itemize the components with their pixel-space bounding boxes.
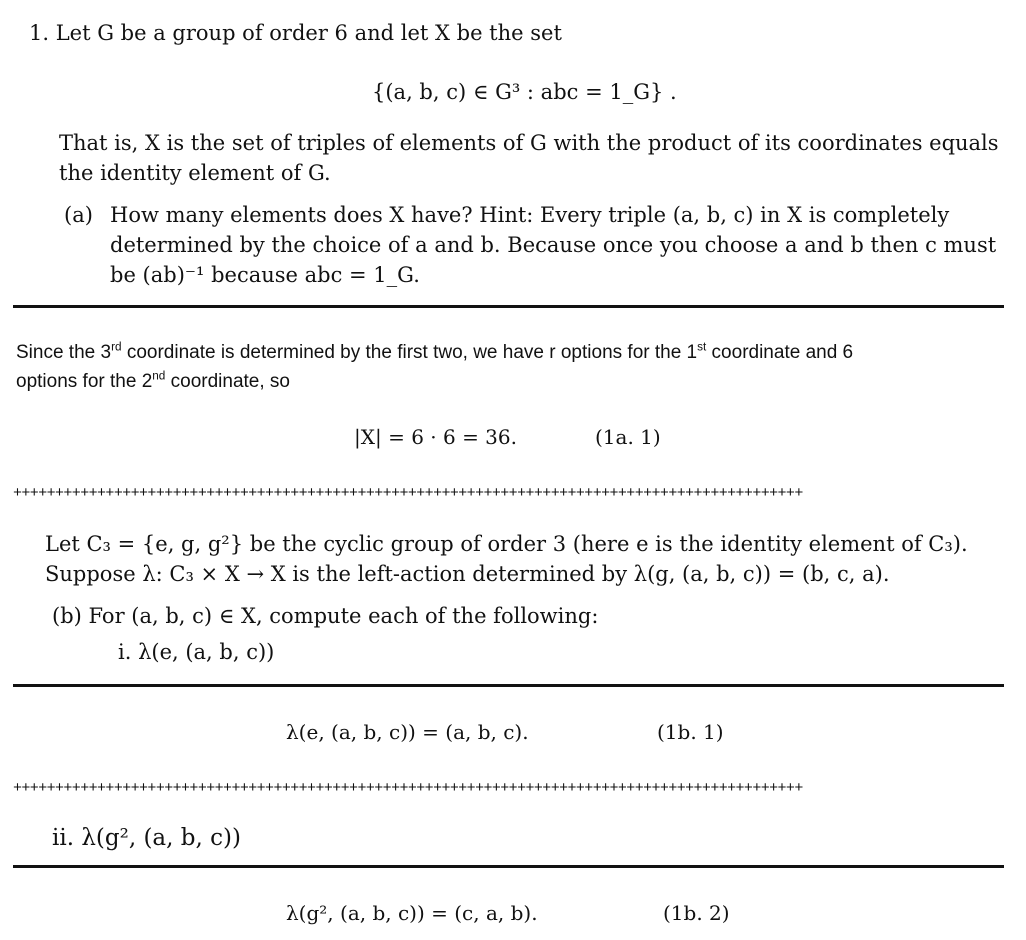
answer-a-line-2 <box>16 368 290 396</box>
part-b-prompt: (b) For (a, b, c) ∈ X, compute each of the following: <box>52 604 599 628</box>
equation-tag-1a1: (1a. 1) <box>595 425 661 449</box>
set-definition: {(a, b, c) ∈ G³ : abc = 1_G} . <box>372 80 677 104</box>
problem-intro: Let G be a group of order 6 and let X be the set <box>55 21 562 45</box>
part-a-label: (a) <box>64 203 93 227</box>
ordinal-suffix: st <box>697 340 707 354</box>
part-b-item-ii: ii. λ(g², (a, b, c)) <box>52 825 241 851</box>
answer-a-text: Since the 3 <box>16 342 112 363</box>
equation-1b2: λ(g², (a, b, c)) = (c, a, b). <box>286 901 538 925</box>
ordinal-suffix: nd <box>152 369 166 383</box>
equation-tag-1b2: (1b. 2) <box>663 901 730 925</box>
problem-number-and-intro <box>29 19 562 48</box>
equation-1b1: λ(e, (a, b, c)) = (a, b, c). <box>286 720 529 744</box>
part-a-line-3: be (ab)⁻¹ because abc = 1_G. <box>110 263 420 287</box>
answer-a-text: coordinate is determined by the first two, we have r options for the 1 <box>121 342 698 363</box>
part-a-line-1: How many elements does X have? Hint: Every triple (a, b, c) in X is completely <box>110 203 950 227</box>
explain-line-1: That is, X is the set of triples of elements of G with the product of its coordinates equals <box>59 131 999 155</box>
part-b-item-i: i. λ(e, (a, b, c)) <box>118 640 275 664</box>
equation-tag-1b1: (1b. 1) <box>657 720 724 744</box>
explain-line-2: the identity element of G. <box>59 161 331 185</box>
answer-a-text: options for the 2 <box>16 371 153 392</box>
plus-separator: ++++++++++++++++++++++++++++++++++++++++++++++++++++++++++++++++++++++++++++++++++++++++++++++ <box>13 485 803 502</box>
part-b-line-2: Suppose λ: C₃ × X → X is the left-action determined by λ(g, (a, b, c)) = (b, c, a). <box>45 562 890 586</box>
answer-a-text: coordinate and 6 <box>706 342 854 363</box>
ordinal-suffix: rd <box>111 340 122 354</box>
part-b-line-1: Let C₃ = {e, g, g²} be the cyclic group of order 3 (here e is the identity element of C₃). <box>45 532 968 556</box>
answer-a-text: coordinate, so <box>165 371 290 392</box>
part-a-line-2: determined by the choice of a and b. Because once you choose a and b then c must <box>110 233 997 257</box>
problem-number: 1. <box>29 21 50 45</box>
answer-a-line-1 <box>16 339 853 367</box>
divider-rule <box>13 684 1004 687</box>
equation-1a1: |X| = 6 · 6 = 36. <box>354 425 517 449</box>
plus-separator: ++++++++++++++++++++++++++++++++++++++++++++++++++++++++++++++++++++++++++++++++++++++++++++++ <box>13 780 803 797</box>
divider-rule <box>13 865 1004 868</box>
divider-rule <box>13 305 1004 308</box>
